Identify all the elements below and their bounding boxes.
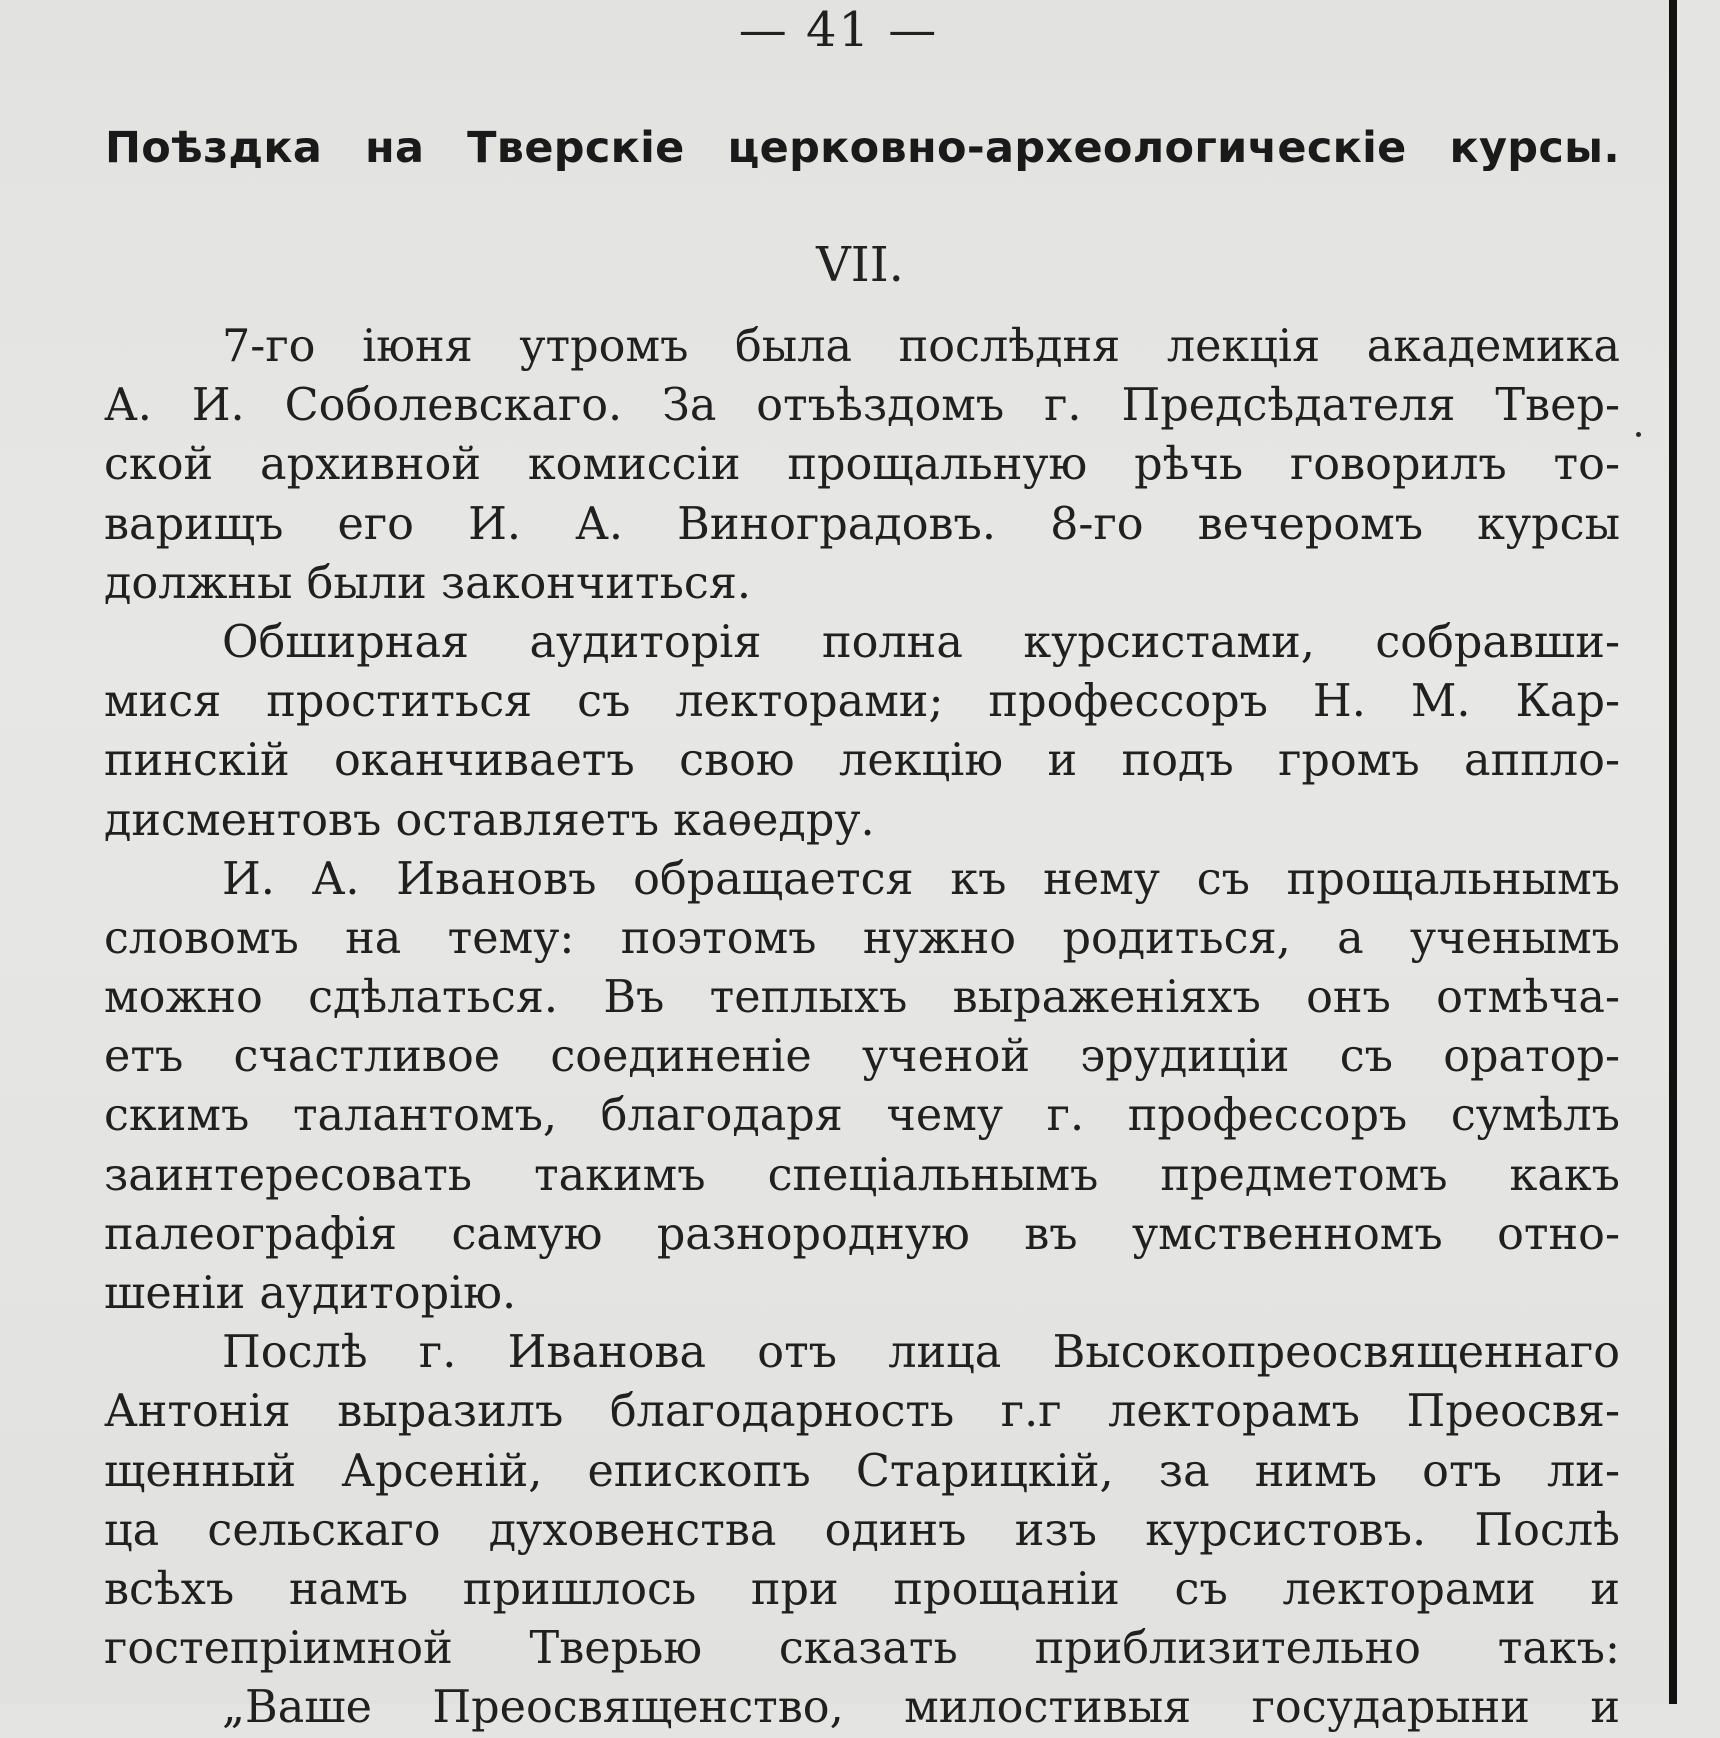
text-line: заинтересовать такимъ спеціальнымъ предметомъ какъ (104, 1149, 1620, 1201)
text-line: можно сдѣлаться. Въ теплыхъ выраженіяхъ онъ отмѣча- (104, 972, 1620, 1024)
print-speck (1636, 432, 1641, 437)
chapter-heading: VII. (816, 237, 904, 293)
text-line: дисментовъ оставляетъ каѳедру. (104, 794, 875, 846)
text-line: етъ счастливое соединеніе ученой эрудиціи съ оратор- (104, 1031, 1620, 1083)
text-line: словомъ на тему: поэтомъ нужно родиться, а ученымъ (104, 912, 1620, 964)
text-line: А. И. Соболевскаго. За отъѣздомъ г. Предсѣдателя Твер- (104, 380, 1620, 432)
paragraph-1 (104, 317, 1620, 613)
text-line: должны были закончиться. (104, 557, 752, 609)
text-line: шеніи аудиторію. (104, 1268, 517, 1319)
article-title: Поѣздка на Тверскіе церковно-археологическіе курсы. (105, 123, 1620, 173)
text-line: ца сельскаго духовенства одинъ изъ курсистовъ. Послѣ (104, 1504, 1620, 1556)
text-line: И. А. Ивановъ обращается къ нему съ прощальнымъ (222, 853, 1620, 905)
text-line: „Ваше Преосвященство, милостивыя государыни и (222, 1682, 1620, 1734)
text-line: ской архивной комиссіи прощальную рѣчь говорилъ то- (104, 439, 1620, 491)
text-line: гостепріимной Тверью сказать приблизительно такъ: (104, 1623, 1620, 1675)
text-line: 7-го іюня утромъ была послѣдня лекція академика (222, 321, 1620, 372)
page-number: — 41 — (738, 2, 939, 58)
paragraph-2 (104, 613, 1620, 850)
text-line: Антонія выразилъ благодарность г.г лекторамъ Преосвя- (104, 1386, 1620, 1438)
text-line: скимъ талантомъ, благодаря чему г. профессоръ сумѣлъ (104, 1090, 1620, 1142)
text-line: мися проститься съ лекторами; профессоръ Н. М. Кар- (104, 676, 1620, 728)
text-line: пинскій оканчиваетъ свою лекцію и подъ громъ аппло- (104, 735, 1620, 787)
text-line: варищъ его И. А. Виноградовъ. 8-го вечеромъ курсы (104, 498, 1620, 550)
text-line: палеографія самую разнородную въ умственномъ отно- (104, 1208, 1620, 1260)
paragraph-3 (104, 850, 1620, 1324)
body-text (104, 317, 1620, 1738)
text-line: щенный Арсеній, епископъ Старицкій, за нимъ отъ ли- (104, 1445, 1620, 1497)
text-line: всѣхъ намъ пришлось при прощаніи съ лекторами и (104, 1563, 1620, 1615)
text-line: Послѣ г. Иванова отъ лица Высокопреосвященнаго (222, 1327, 1620, 1379)
text-line: Обширная аудиторія полна курсистами, собравши- (222, 616, 1620, 668)
paragraph-4 (104, 1323, 1620, 1737)
